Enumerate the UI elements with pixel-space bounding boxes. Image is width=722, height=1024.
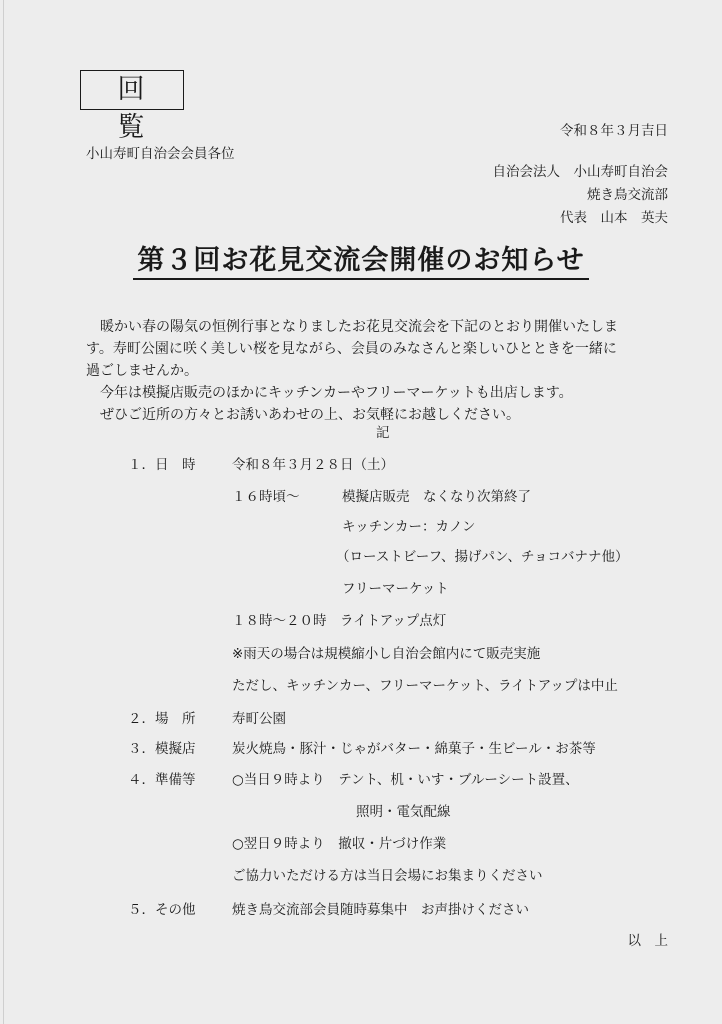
item1-kitchen-car: キッチンカー：カノン <box>342 519 476 535</box>
item4-line3: ○翌日９時より 撤収・片づけ作業 <box>232 836 447 852</box>
body-line: 過ごしませんか。 <box>86 363 198 379</box>
item5-value: 焼き鳥交流部会員随時募集中 お声掛けください <box>232 902 529 918</box>
item1-rain-note: ※雨天の場合は規模縮小し自治会館内にて販売実施 <box>232 646 541 662</box>
intro-body <box>86 316 686 426</box>
item1-rain-note2: ただし、キッチンカー、フリーマーケット、ライトアップは中止 <box>232 678 618 694</box>
issue-date: 令和８年３月吉日 <box>560 123 668 139</box>
item1-time1: １６時頃～ <box>232 489 300 505</box>
item4-line2: 照明・電気配線 <box>356 804 451 820</box>
circulation-stamp: 回 覧 <box>80 70 184 110</box>
item1-flea-market: フリーマーケット <box>342 581 449 597</box>
body-line: す。寿町公園に咲く美しい桜を見ながら、会員のみなさんと楽しいひとときを一緒に <box>86 341 617 357</box>
document-title-wrap <box>0 238 722 277</box>
item2-label: ２．場 所 <box>128 711 196 727</box>
sender-rep: 代表 山本 英夫 <box>560 210 668 226</box>
body-line: 今年は模擬店販売のほかにキッチンカーやフリーマーケットも出店します。 <box>86 385 573 401</box>
ki-mark: 記 <box>376 425 390 441</box>
closing-mark: 以 上 <box>627 933 668 949</box>
item1-date: 令和８年３月２８日（土） <box>232 457 394 473</box>
body-line: 暖かい春の陽気の恒例行事となりましたお花見交流会を下記のとおり開催いたしま <box>86 319 618 335</box>
document-title: 第３回お花見交流会開催のお知らせ <box>133 245 588 280</box>
item1-time2: １８時～２０時 ライトアップ点灯 <box>232 613 447 629</box>
item4-line4: ご協力いただける方は当日会場にお集まりください <box>232 868 543 884</box>
item4-label: ４．準備等 <box>128 772 196 788</box>
page-edge <box>3 0 4 1024</box>
sender-org: 自治会法人 小山寿町自治会 <box>492 164 668 180</box>
item3-value: 炭火焼鳥・豚汁・じゃがバター・綿菓子・生ビール・お茶等 <box>232 741 596 757</box>
item1-stall: 模擬店販売 なくなり次第終了 <box>342 489 531 505</box>
item1-menu: （ローストビーフ、揚げパン、チョコバナナ他） <box>336 549 629 565</box>
item2-value: 寿町公園 <box>232 711 286 727</box>
item3-label: ３．模擬店 <box>128 741 196 757</box>
item4-line1: ○当日９時より テント、机・いす・ブルーシート設置、 <box>232 772 579 788</box>
item5-label: ５．その他 <box>128 902 196 918</box>
addressee: 小山寿町自治会会員各位 <box>86 146 235 162</box>
item1-label: １．日 時 <box>128 457 196 473</box>
body-line: ぜひご近所の方々とお誘いあわせの上、お気軽にお越しください。 <box>86 407 520 423</box>
sender-dept: 焼き鳥交流部 <box>587 187 668 203</box>
